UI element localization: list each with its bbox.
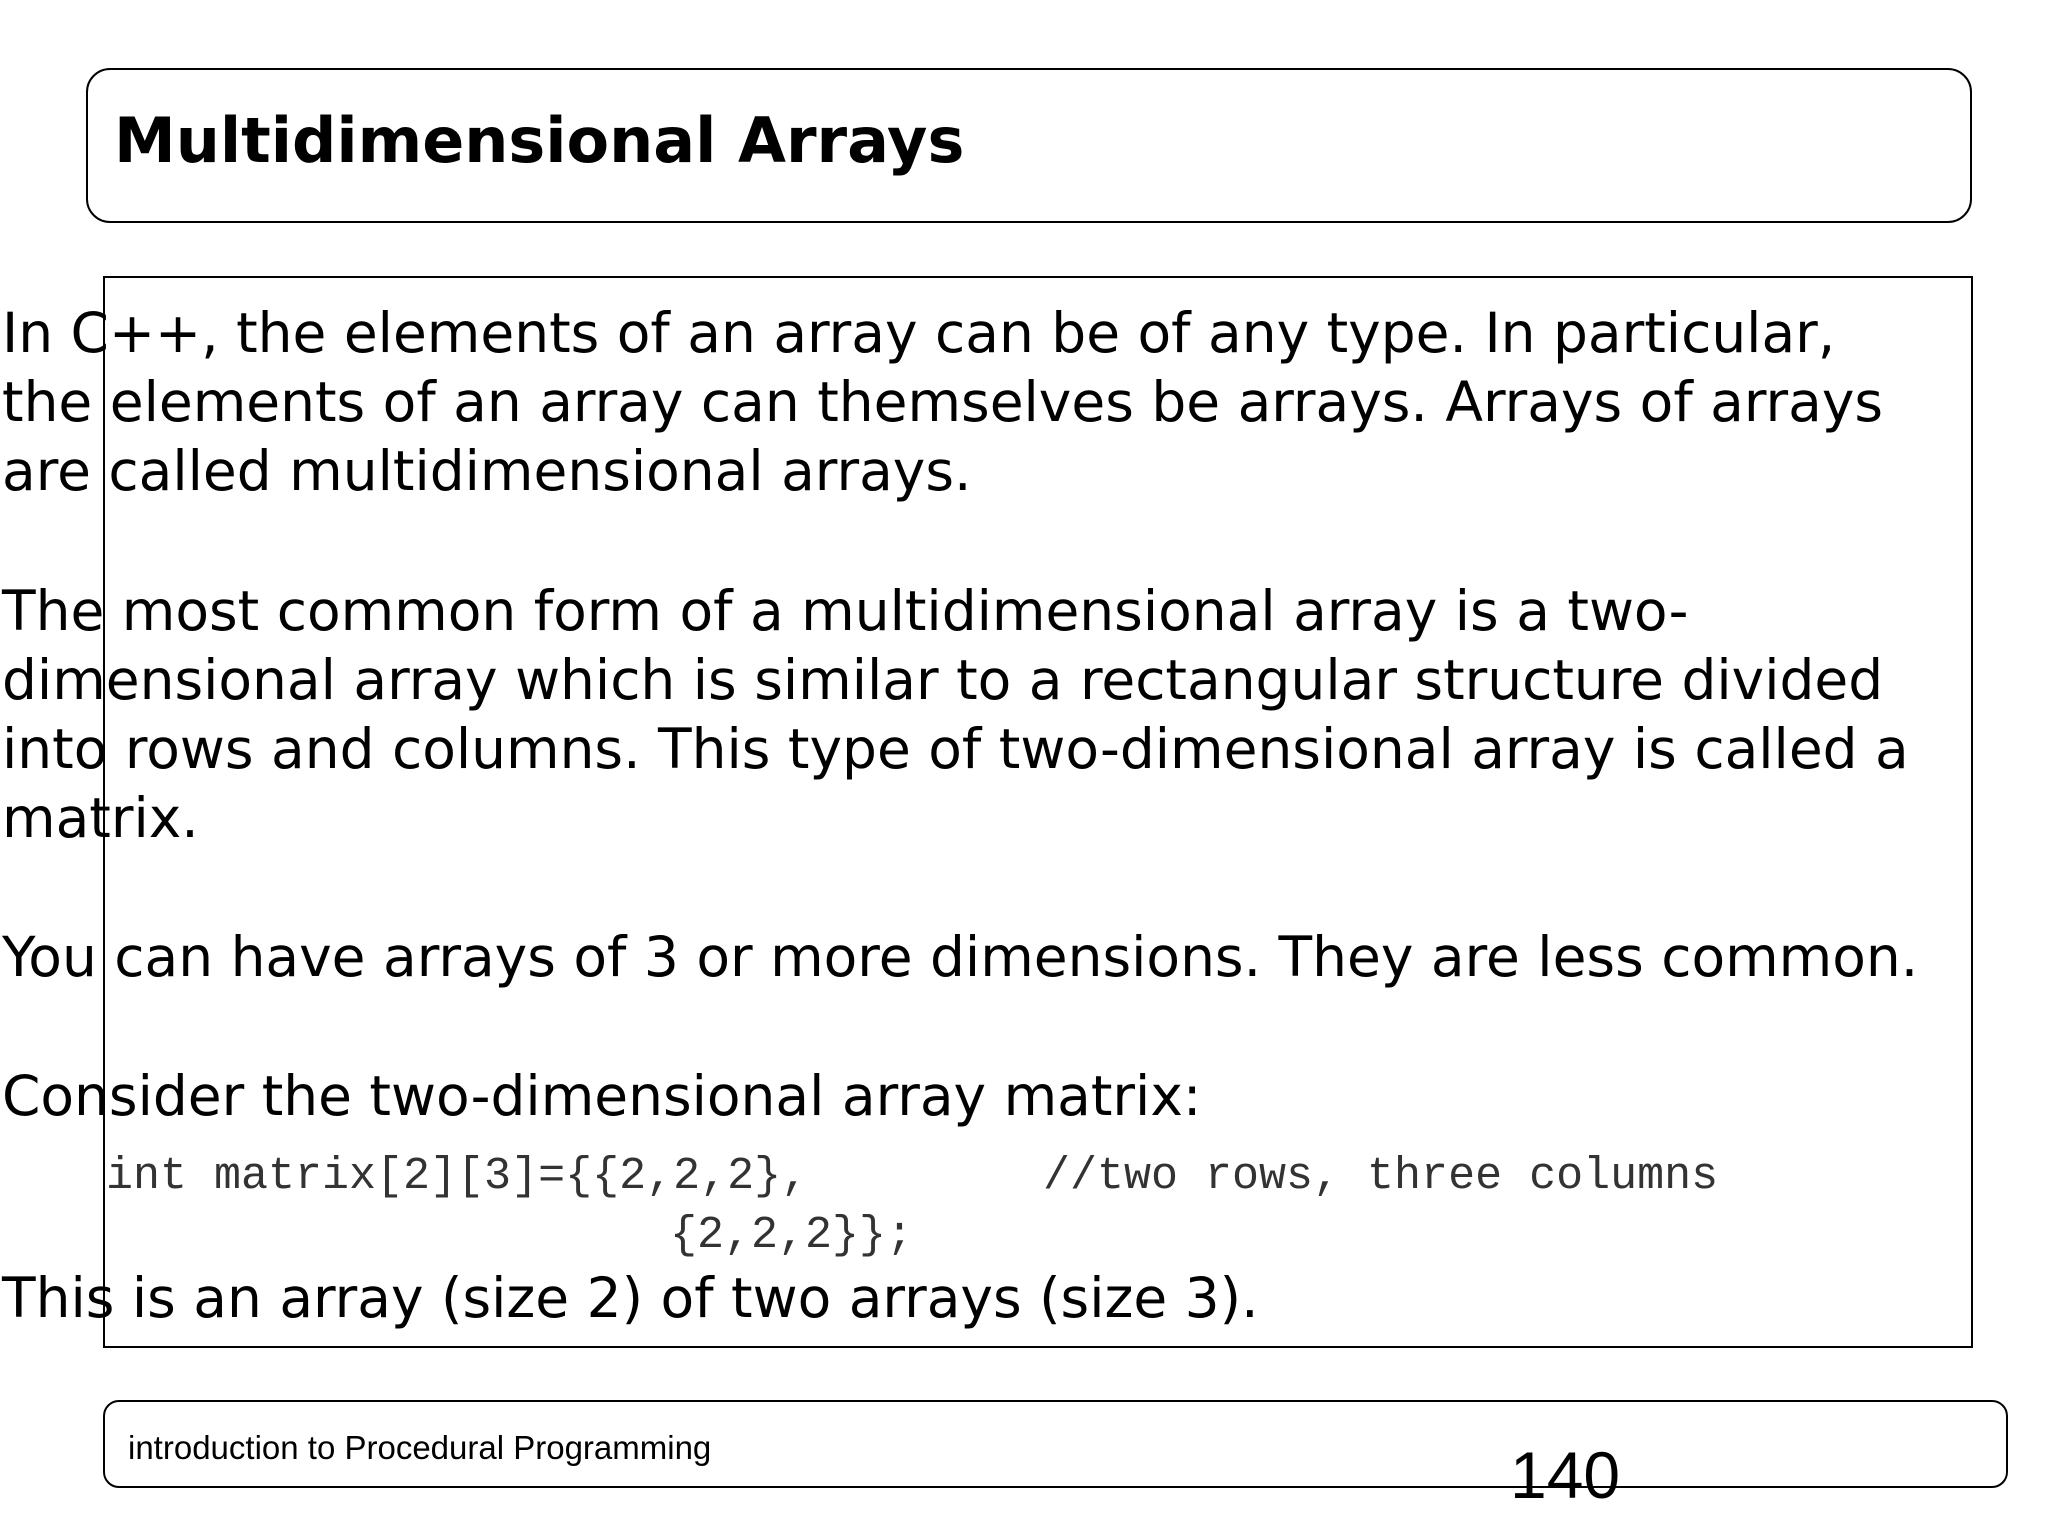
paragraph-line: The most common form of a multidimensional array is a two- — [2, 579, 1689, 643]
paragraph-line: the elements of an array can themselves be arrays. Arrays of arrays — [2, 370, 1884, 434]
code-line: int matrix[2][3]={{2,2,2}, — [106, 1151, 809, 1202]
footer-course-title: introduction to Procedural Programming — [128, 1429, 712, 1466]
code-comment: //two rows, three columns — [1043, 1151, 1719, 1202]
paragraph-line: You can have arrays of 3 or more dimensions. They are less common. — [2, 925, 1919, 989]
paragraph-line: In C++, the elements of an array can be of any type. In particular, — [2, 301, 1836, 365]
paragraph-line: dimensional array which is similar to a rectangular structure divided — [2, 648, 1884, 712]
paragraph-line: Consider the two-dimensional array matrix: — [2, 1064, 1202, 1128]
paragraph-line: are called multidimensional arrays. — [2, 439, 972, 503]
page-number: 140 — [1510, 1438, 1621, 1512]
paragraph-line: into rows and columns. This type of two-dimensional array is called a — [2, 717, 1909, 781]
paragraph-line: matrix. — [2, 786, 199, 850]
slide-title: Multidimensional Arrays — [114, 104, 965, 177]
code-line: {2,2,2}}; — [670, 1210, 914, 1261]
paragraph-line: This is an array (size 2) of two arrays (size 3). — [2, 1266, 1259, 1330]
